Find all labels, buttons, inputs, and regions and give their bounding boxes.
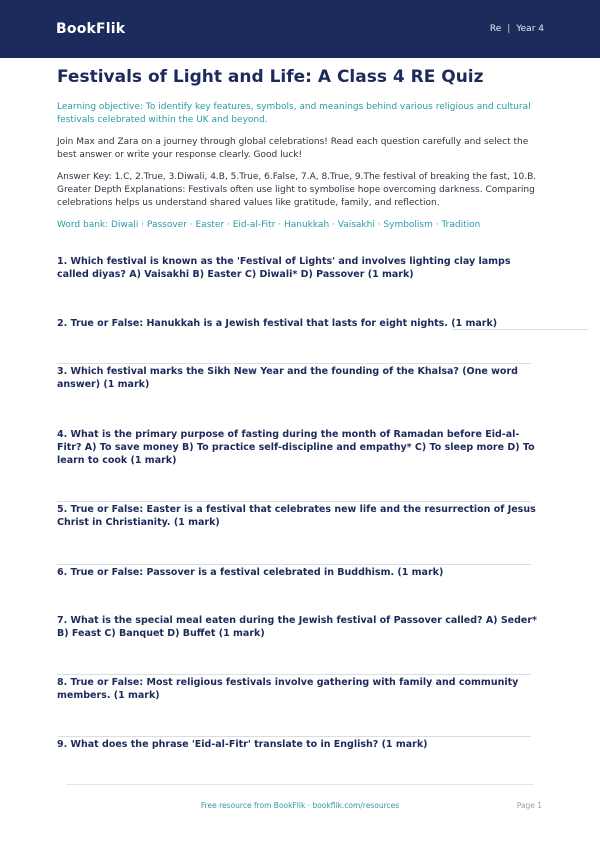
question-text: 4. What is the primary purpose of fasting during the month of Ramadan before Eid-al-Fitr? A) To save money B) To practice self-discipline and empathy* C) To sleep more D) To learn to cook (1 mark): [57, 429, 535, 466]
word-bank: Word bank: Diwali · Passover · Easter · Eid-al-Fitr · Hanukkah · Vaisakhi · Symbolism · Tradition: [57, 220, 481, 230]
question-text: 1. Which festival is known as the 'Festival of Lights' and involves lighting clay lamps called diyas? A) Vaisakhi B) Easter C) Diwali* D) Passover (1 mark): [57, 256, 511, 280]
answer-line[interactable]: [57, 564, 531, 565]
answer-line[interactable]: [57, 501, 531, 502]
intro-text: Join Max and Zara on a journey through global celebrations! Read each question carefully and select the best answer or write your response clearly. Good luck!: [57, 137, 529, 160]
answer-line[interactable]: [57, 736, 531, 737]
question-text: 8. True or False: Most religious festivals involve gathering with family and community members. (1 mark): [57, 677, 519, 701]
question-8: [57, 676, 543, 702]
question-text: 9. What does the phrase 'Eid-al-Fitr' translate to in English? (1 mark): [57, 739, 428, 750]
question-5: [57, 503, 543, 529]
document-body: [57, 66, 543, 232]
question-text: 7. What is the special meal eaten during the Jewish festival of Passover called? A) Seder* B) Feast C) Banquet D) Buffet (1 mark): [57, 615, 537, 639]
learning-objective: Learning objective: To identify key features, symbols, and meanings behind various religious and cultural festivals celebrated within the UK and beyond.: [57, 102, 531, 125]
question-3: [57, 365, 543, 391]
header-bar: [0, 0, 600, 58]
question-2: [57, 317, 543, 330]
header-meta: [490, 24, 544, 34]
question-7: [57, 614, 543, 640]
footer-divider: [66, 784, 534, 785]
question-4: [57, 428, 543, 467]
footer-resource-link[interactable]: Free resource from BookFlik · bookflik.com/resources: [200, 801, 400, 810]
year-label: Year 4: [516, 24, 544, 34]
page-number: Page 1: [516, 801, 542, 810]
question-text: 6. True or False: Passover is a festival celebrated in Buddhism. (1 mark): [57, 567, 444, 578]
question-9: [57, 738, 543, 751]
page-title: Festivals of Light and Life: A Class 4 RE Quiz: [57, 67, 484, 87]
header-separator: |: [507, 24, 511, 34]
answer-line[interactable]: [57, 363, 531, 364]
question-text: 3. Which festival marks the Sikh New Year and the founding of the Khalsa? (One word answer) (1 mark): [57, 366, 518, 390]
subject-label: Re: [489, 24, 502, 34]
question-text: 5. True or False: Easter is a festival that celebrates new life and the resurrection of Jesus Christ in Christianity. (1 mark): [57, 504, 536, 528]
question-text: 2. True or False: Hanukkah is a Jewish festival that lasts for eight nights. (1 mark): [57, 318, 498, 329]
question-1: [57, 255, 543, 281]
brand-logo[interactable]: BookFlik: [56, 21, 126, 37]
answer-key: Answer Key: 1.C, 2.True, 3.Diwali, 4.B, 5.True, 6.False, 7.A, 8.True, 9.The festival of breaking the fast, 10.B. Greater Depth Explanations: Festivals often use light to symbolise hope overcoming darkness. Comparing celebrations helps us understand shared values like gratitude, family, and reflection.: [57, 172, 537, 208]
answer-line[interactable]: [452, 329, 588, 330]
question-6: [57, 566, 543, 579]
answer-line[interactable]: [57, 674, 531, 675]
